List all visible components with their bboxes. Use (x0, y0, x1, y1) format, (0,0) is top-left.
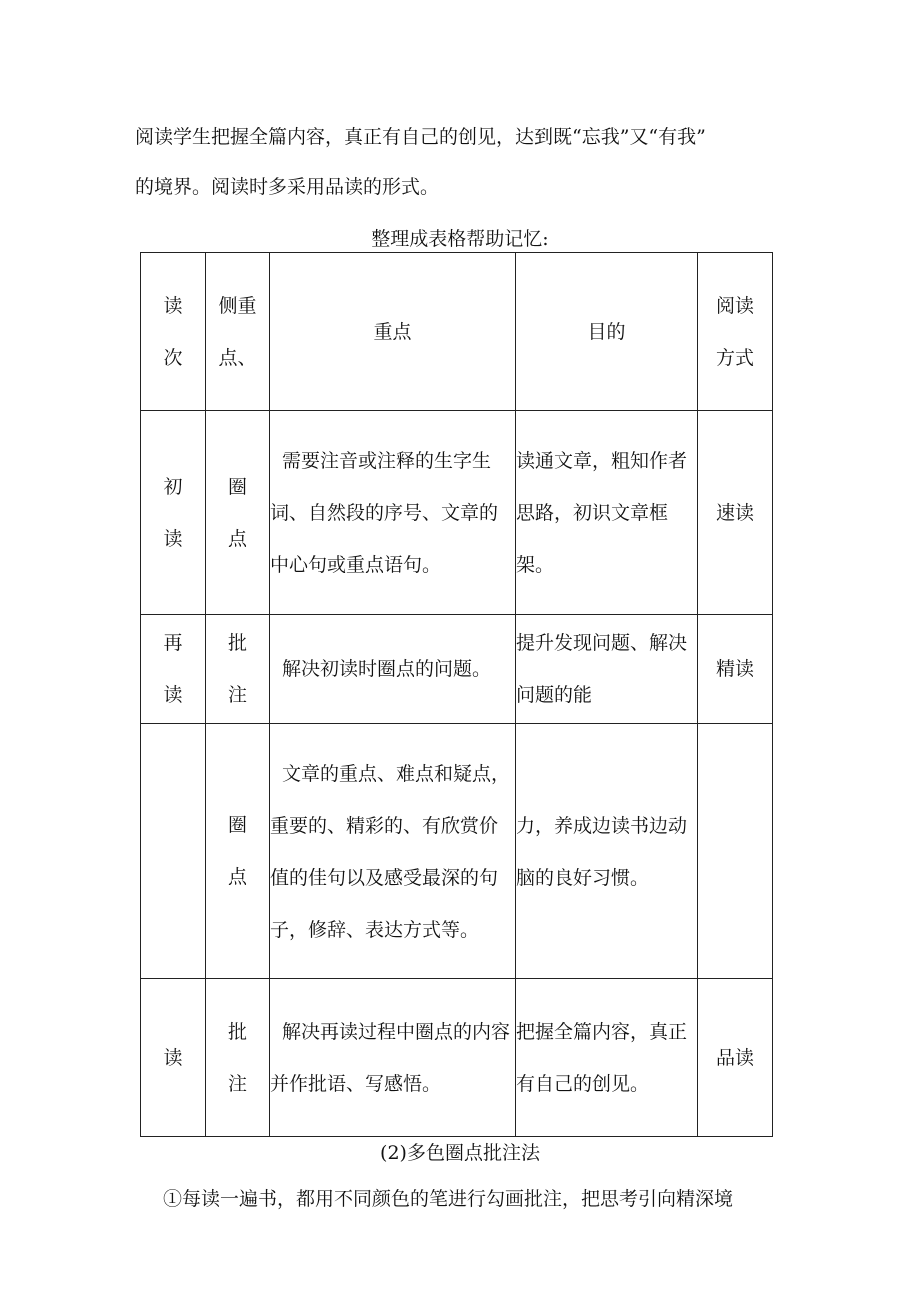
cell-reading-times (141, 724, 206, 979)
cell-method-text: 品读 (715, 1046, 754, 1069)
cell-key-points-text: 文章的重点、难点和疑点，重要的、精彩的、有欣赏价值的佳句以及感受最深的句子，修辞、表达方式等。 (270, 763, 511, 941)
cell-emphasis-text: 批 注 (227, 1020, 247, 1095)
cell-emphasis (206, 724, 270, 979)
cell-emphasis (206, 979, 270, 1137)
header-reading-times (141, 253, 206, 411)
reading-method-table (140, 252, 773, 1137)
closing-paragraph: ①每读一遍书，都用不同颜色的笔进行勾画批注，把思考引向精深境 (163, 1188, 734, 1210)
table-header-row (141, 253, 773, 411)
table-row (141, 724, 773, 979)
cell-emphasis-text: 批 注 (227, 632, 247, 706)
cell-reading-times (141, 411, 206, 615)
header-method (698, 253, 773, 411)
cell-reading-times (141, 979, 206, 1137)
cell-emphasis (206, 411, 270, 615)
cell-method (698, 724, 773, 979)
header-emphasis (206, 253, 270, 411)
header-purpose (516, 253, 698, 411)
cell-emphasis (206, 615, 270, 724)
header-key-points (270, 253, 516, 411)
header-purpose-text: 目的 (587, 320, 626, 343)
header-reading-times-text: 读 次 (163, 294, 183, 369)
cell-key-points (270, 979, 516, 1137)
table-row (141, 615, 773, 724)
cell-method (698, 411, 773, 615)
cell-key-points-text: 解决再读过程中圈点的内容并作批语、写感悟。 (270, 1020, 511, 1095)
cell-key-points (270, 411, 516, 615)
cell-method-text: 精读 (715, 658, 754, 680)
cell-purpose-text: 把握全篇内容，真正有自己的创见。 (516, 1020, 688, 1095)
cell-purpose-text: 读通文章，粗知作者思路，初识文章框架。 (516, 449, 688, 576)
cell-reading-times (141, 615, 206, 724)
cell-key-points-text: 需要注音或注释的生字生词、自然段的序号、文章的中心句或重点语句。 (270, 449, 499, 576)
header-emphasis-text: 侧重 点、 (218, 294, 257, 369)
cell-purpose-text: 力，养成边读书边动脑的良好习惯。 (516, 815, 688, 889)
cell-purpose (516, 615, 698, 724)
header-method-text: 阅读 方式 (715, 294, 754, 369)
cell-key-points-text: 解决初读时圈点的问题。 (282, 658, 492, 680)
table-caption: 整理成表格帮助记忆: (371, 228, 549, 250)
cell-method (698, 615, 773, 724)
cell-purpose (516, 724, 698, 979)
cell-purpose (516, 979, 698, 1137)
cell-reading-times-text: 初 读 (163, 475, 183, 550)
body-paragraph-line-1: 阅读学生把握全篇内容，真正有自己的创见，达到既“忘我”又“有我” (135, 126, 706, 148)
cell-emphasis-text: 圈 点 (227, 475, 247, 550)
cell-method-text: 速读 (715, 501, 754, 524)
cell-key-points (270, 615, 516, 724)
cell-emphasis-text: 圈 点 (227, 814, 247, 888)
cell-reading-times-text: 读 (163, 1046, 183, 1069)
body-paragraph-line-2: 的境界。阅读时多采用品读的形式。 (135, 176, 440, 198)
section-heading: (2)多色圈点批注法 (380, 1142, 540, 1164)
cell-reading-times-text: 再 读 (163, 632, 183, 706)
cell-purpose-text: 提升发现问题、解决问题的能 (516, 632, 688, 706)
cell-method (698, 979, 773, 1137)
header-key-points-text: 重点 (373, 320, 412, 343)
table-row (141, 979, 773, 1137)
cell-key-points (270, 724, 516, 979)
table-row (141, 411, 773, 615)
cell-purpose (516, 411, 698, 615)
